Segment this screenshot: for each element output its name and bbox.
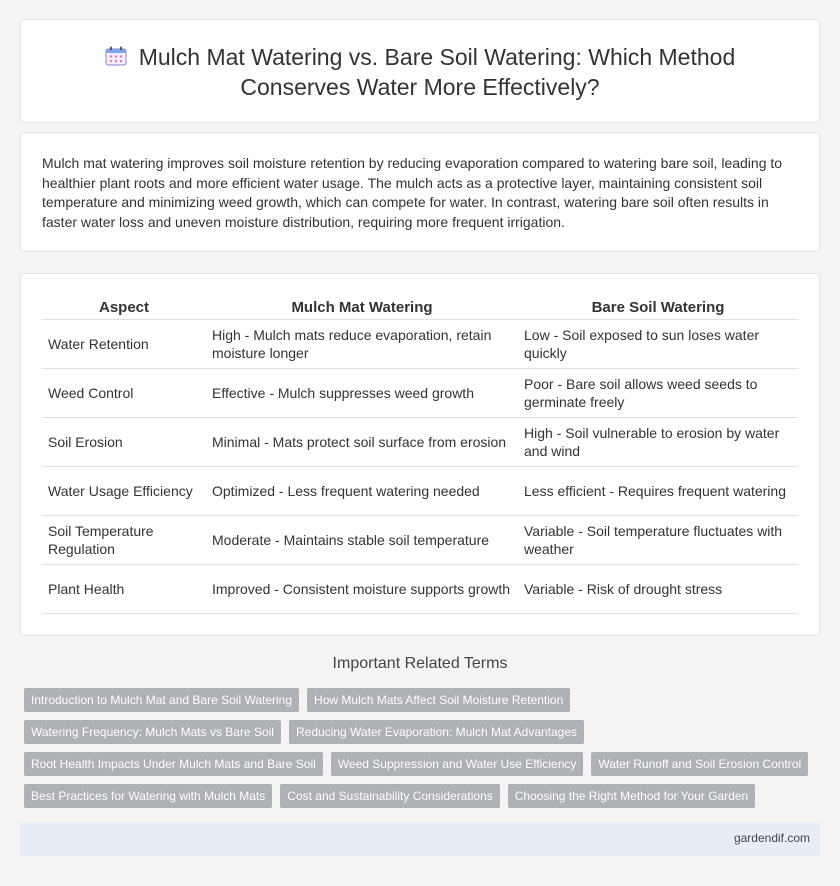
- intro-card: [20, 132, 820, 252]
- comparison-table: [42, 295, 798, 614]
- comparison-card: [20, 273, 820, 636]
- table-row: [42, 320, 798, 369]
- table-cell: Water Retention: [42, 320, 206, 369]
- table-cell: Plant Health: [42, 565, 206, 614]
- table-row: [42, 467, 798, 516]
- table-row: [42, 516, 798, 565]
- table-cell: Water Usage Efficiency: [42, 467, 206, 516]
- related-term-link[interactable]: Weed Suppression and Water Use Efficiency: [331, 752, 584, 776]
- related-term-link[interactable]: Water Runoff and Soil Erosion Control: [591, 752, 808, 776]
- table-cell: High - Mulch mats reduce evaporation, retain moisture longer: [206, 320, 518, 369]
- table-cell: Effective - Mulch suppresses weed growth: [206, 369, 518, 418]
- table-cell: Less efficient - Requires frequent watering: [518, 467, 798, 516]
- title-line-2: Conserves Water More Effectively?: [240, 74, 600, 100]
- related-terms-title: Important Related Terms: [332, 655, 508, 672]
- intro-paragraph: Mulch mat watering improves soil moisture retention by reducing evaporation compared to watering bare soil, leading to healthier plant roots and more efficient water usage. The mulch acts as a protective layer, maintaining consistent soil temperature and minimizing weed growth, which can compete for water. In contrast, watering bare soil often results in faster water loss and uneven moisture distribution, requiring more frequent irrigation.: [42, 155, 783, 230]
- table-cell: Improved - Consistent moisture supports growth: [206, 565, 518, 614]
- related-term-link[interactable]: Choosing the Right Method for Your Garden: [508, 784, 755, 808]
- title-line-1: Mulch Mat Watering vs. Bare Soil Watering: Which Method: [138, 44, 736, 70]
- table-cell: Low - Soil exposed to sun loses water quickly: [518, 320, 798, 369]
- related-term-link[interactable]: Best Practices for Watering with Mulch Mats: [24, 784, 272, 808]
- table-cell: Soil Temperature Regulation: [42, 516, 206, 565]
- table-cell: Moderate - Maintains stable soil temperature: [206, 516, 518, 565]
- table-cell: Variable - Soil temperature fluctuates with weather: [518, 516, 798, 565]
- footer-site-link[interactable]: gardendif.com: [733, 831, 810, 845]
- related-term-link[interactable]: Reducing Water Evaporation: Mulch Mat Advantages: [289, 720, 584, 744]
- title-card: [20, 19, 820, 123]
- table-row: [42, 565, 798, 614]
- page-title: [21, 42, 819, 102]
- related-terms-list: [24, 688, 824, 816]
- calendar-icon: [105, 46, 127, 66]
- table-cell: Minimal - Mats protect soil surface from erosion: [206, 418, 518, 467]
- related-term-link[interactable]: Introduction to Mulch Mat and Bare Soil Watering: [24, 688, 299, 712]
- table-header-row: [42, 295, 798, 320]
- related-term-link[interactable]: Cost and Sustainability Considerations: [280, 784, 499, 808]
- header-aspect: Aspect: [42, 295, 206, 320]
- header-mulch-mat: Mulch Mat Watering: [206, 295, 518, 320]
- table-row: [42, 418, 798, 467]
- table-cell: High - Soil vulnerable to erosion by water and wind: [518, 418, 798, 467]
- table-cell: Poor - Bare soil allows weed seeds to germinate freely: [518, 369, 798, 418]
- table-row: [42, 369, 798, 418]
- header-bare-soil: Bare Soil Watering: [518, 295, 798, 320]
- table-cell: Variable - Risk of drought stress: [518, 565, 798, 614]
- related-term-link[interactable]: How Mulch Mats Affect Soil Moisture Retention: [307, 688, 570, 712]
- table-cell: Soil Erosion: [42, 418, 206, 467]
- related-term-link[interactable]: Root Health Impacts Under Mulch Mats and Bare Soil: [24, 752, 323, 776]
- footer: [20, 822, 820, 856]
- related-term-link[interactable]: Watering Frequency: Mulch Mats vs Bare Soil: [24, 720, 281, 744]
- table-cell: Weed Control: [42, 369, 206, 418]
- table-cell: Optimized - Less frequent watering needed: [206, 467, 518, 516]
